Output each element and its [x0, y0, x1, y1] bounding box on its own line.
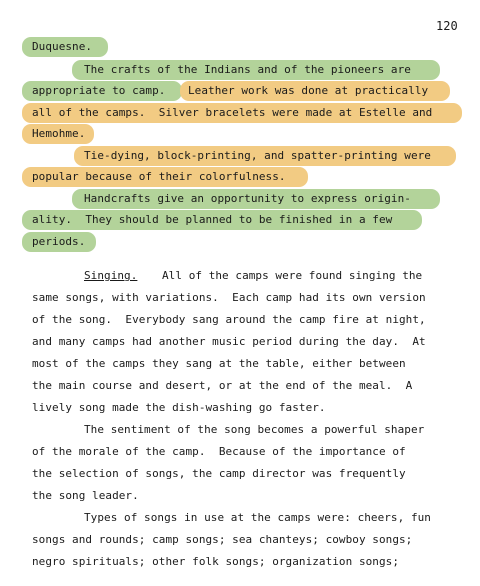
text-line: appropriate to camp. — [32, 84, 166, 97]
text-line: and many camps had another music period during the day. At — [32, 335, 426, 348]
text-line: The crafts of the Indians and of the pioneers are — [84, 63, 411, 76]
text-line: Leather work was done at practically — [188, 84, 429, 97]
text-line: Tie-dying, block-printing, and spatter-printing were — [84, 149, 431, 162]
text-line: lively song made the dish-washing go faster. — [32, 401, 326, 414]
text-line: of the morale of the camp. Because of the importance of — [32, 445, 406, 458]
text-line: Duquesne. — [32, 40, 93, 53]
text-line: negro spirituals; other folk songs; organization songs; — [32, 555, 399, 568]
text-line: all of the camps. Silver bracelets were made at Estelle and — [32, 106, 433, 119]
heading-singing: Singing. — [84, 269, 138, 282]
text-line: periods. — [32, 235, 86, 248]
text-line: Hemohme. — [32, 127, 86, 140]
text-line: ality. They should be planned to be finished in a few — [32, 213, 393, 226]
text-line: the main course and desert, or at the end of the meal. A — [32, 379, 413, 392]
text-line: All of the camps were found singing the — [162, 269, 423, 282]
text-line: songs and rounds; camp songs; sea chanteys; cowboy songs; — [32, 533, 413, 546]
section-heading — [84, 269, 137, 283]
text-line: Handcrafts give an opportunity to express origin- — [84, 192, 411, 205]
text-line: the selection of songs, the camp director was frequently — [32, 467, 406, 480]
text-line: popular because of their colorfulness. — [32, 170, 286, 183]
text-line: The sentiment of the song becomes a powerful shaper — [84, 423, 425, 436]
text-line: same songs, with variations. Each camp had its own version — [32, 291, 426, 304]
page-number: 120 — [436, 19, 458, 33]
text-line: Types of songs in use at the camps were: cheers, fun — [84, 511, 431, 524]
text-line: the song leader. — [32, 489, 139, 502]
text-line: of the song. Everybody sang around the camp fire at night, — [32, 313, 426, 326]
text-line: most of the camps they sang at the table, either between — [32, 357, 406, 370]
